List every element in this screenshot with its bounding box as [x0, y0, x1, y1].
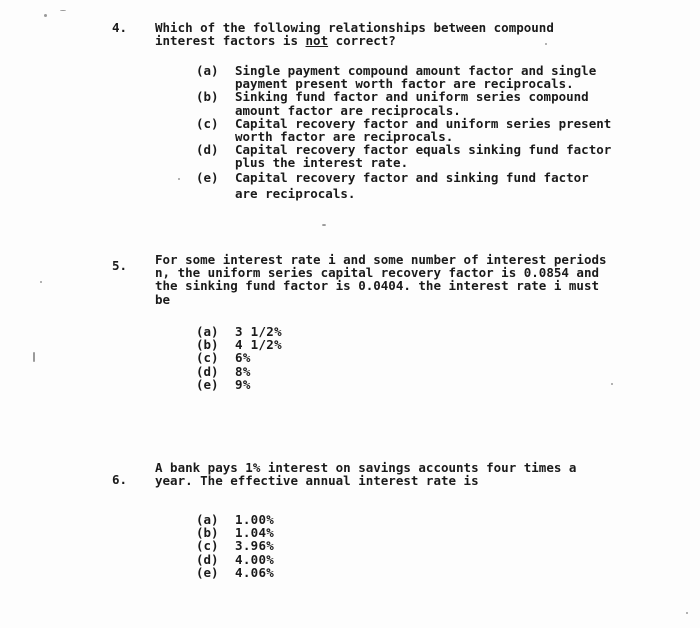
option-text: 9%: [235, 376, 251, 392]
option-letter: (e): [196, 564, 219, 580]
option-b: [196, 338, 646, 351]
scan-speck: [178, 178, 180, 180]
option-text: 8%: [235, 363, 251, 379]
option-text: 4.00%: [235, 551, 275, 567]
stem-underlined-word: not: [305, 33, 329, 49]
option-letter: (d): [196, 551, 219, 567]
option-letter: (a): [196, 512, 219, 527]
option-letter: (b): [196, 89, 219, 105]
option-letter: (e): [196, 169, 219, 185]
question-number: 4.: [112, 20, 128, 35]
option-text: Capital recovery factor and sinking fund factor are reciprocals.: [235, 169, 589, 201]
stem-text-after: correct?: [328, 33, 396, 49]
option-letter: (c): [196, 115, 219, 131]
option-letter: (b): [196, 525, 219, 541]
option-b: [196, 90, 646, 116]
option-letter: (a): [196, 63, 219, 78]
option-text: 3.96%: [235, 538, 275, 554]
option-text: 4 1/2%: [235, 337, 282, 353]
option-text: 3 1/2%: [235, 324, 282, 339]
option-letter: (c): [196, 350, 219, 366]
option-text: 6%: [235, 350, 251, 366]
question-stem: [155, 21, 643, 47]
option-e: [196, 170, 646, 202]
answer-options: [196, 64, 646, 202]
option-d: [196, 143, 646, 169]
scan-speck: [686, 612, 688, 614]
option-letter: (a): [196, 324, 219, 339]
stem-text-before: Which of the following relationships between compound interest factors is: [155, 20, 554, 49]
option-letter: (d): [196, 363, 219, 379]
option-c: [196, 117, 646, 143]
option-c: [196, 539, 646, 552]
scan-speck: [322, 224, 326, 226]
question-number: 6.: [112, 472, 128, 487]
option-text: 4.06%: [235, 564, 275, 580]
answer-options: [196, 513, 646, 579]
option-text: Single payment compound amount factor and single payment present worth factor are reciprocals.: [235, 63, 597, 92]
answer-options: [196, 325, 646, 391]
question-number: 5.: [112, 258, 128, 273]
option-letter: (e): [196, 376, 219, 392]
option-text: Capital recovery factor equals sinking fund factor plus the interest rate.: [235, 142, 612, 171]
option-letter: (d): [196, 142, 219, 158]
scan-speck: [611, 383, 613, 385]
option-e: [196, 378, 646, 391]
option-a: [196, 64, 646, 90]
option-text: Capital recovery factor and uniform series present worth factor are reciprocals.: [235, 115, 612, 145]
option-d: [196, 553, 646, 566]
scan-speck: [545, 43, 547, 45]
scan-speck: [44, 14, 47, 17]
question-stem: A bank pays 1% interest on savings accounts four times a year. The effective annual interest rate is: [155, 460, 577, 489]
option-text: 1.00%: [235, 512, 275, 527]
scan-speck: [40, 281, 42, 283]
option-text: 1.04%: [235, 525, 275, 541]
option-e: [196, 566, 646, 579]
scan-speck: [60, 10, 66, 11]
option-d: [196, 365, 646, 378]
option-c: [196, 351, 646, 364]
option-letter: (b): [196, 337, 219, 353]
question-stem: For some interest rate i and some number of interest periods n, the uniform series capital recovery factor is 0.0854 and the sinking fund factor is 0.0404. the interest rate i must be: [155, 252, 607, 307]
option-text: Sinking fund factor and uniform series compound amount factor are reciprocals.: [235, 89, 589, 118]
scan-speck: [33, 352, 35, 362]
option-letter: (c): [196, 538, 219, 554]
